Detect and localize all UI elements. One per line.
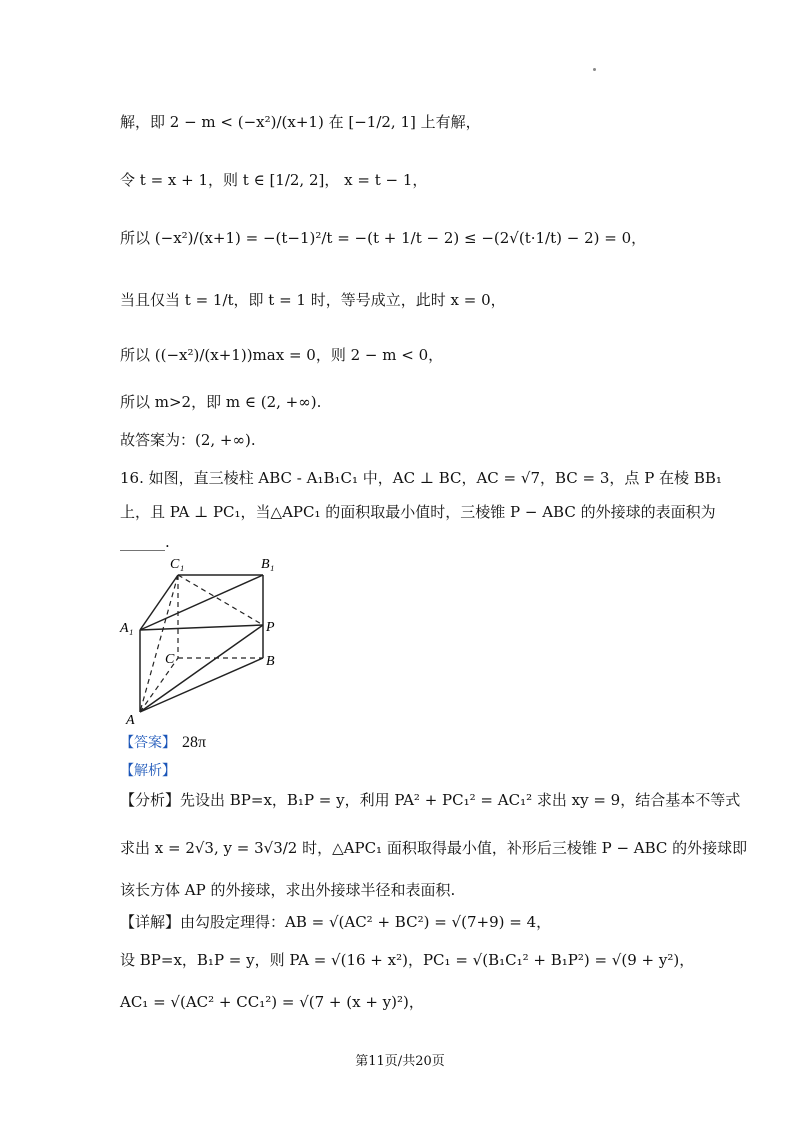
- text-line-5: 所以 ((−x²)/(x+1))max = 0，则 2 − m < 0，: [120, 346, 444, 364]
- answer-tag: 【答案】: [120, 735, 176, 751]
- text-line-2: 令 t = x + 1，则 t ∈ [1/2, 2]， x = t − 1，: [120, 171, 428, 189]
- label-b: B: [266, 654, 275, 669]
- text-line-1: 解，即 2 − m < (−x²)/(x+1) 在 [−1/2, 1] 上有解，: [120, 113, 481, 131]
- page-mark: [593, 68, 596, 71]
- text-line-4: 当且仅当 t = 1/t，即 t = 1 时，等号成立，此时 x = 0，: [120, 291, 506, 309]
- answer-value: 28π: [182, 734, 207, 751]
- problem-16-line-1: 16. 如图，直三棱柱 ABC - A₁B₁C₁ 中，AC ⊥ BC，AC = √7，BC = 3，点 P 在棱 BB₁: [120, 469, 722, 487]
- detail-text-2: 设 BP=x，B₁P = y，则 PA = √(16 + x²)，PC₁ = √(B₁C₁² + B₁P²) = √(9 + y²)，: [120, 951, 695, 969]
- label-p: P: [266, 620, 275, 635]
- label-a: A: [126, 713, 135, 728]
- label-c: C: [165, 652, 175, 667]
- text-line-6: 所以 m>2，即 m ∈ (2, +∞).: [120, 393, 322, 411]
- analysis-tag: 【解析】: [120, 763, 176, 779]
- answer-blank: ______.: [120, 533, 170, 551]
- answer-line: [120, 732, 206, 753]
- problem-16-line-2: 上，且 PA ⊥ PC₁，当△APC₁ 的面积取最小值时，三棱锥 P − ABC 的外接球的表面积为: [120, 503, 716, 521]
- label-a1: A₁: [120, 621, 134, 636]
- analysis-text-2: 求出 x = 2√3, y = 3√3/2 时，△APC₁ 面积取得最小值，补形后三棱锥 P − ABC 的外接球即: [120, 839, 748, 857]
- page-footer: 第11页/共20页: [355, 1054, 445, 1069]
- text-line-3: 所以 (−x²)/(x+1) = −(t−1)²/t = −(t + 1/t − 2) ≤ −(2√(t·1/t) − 2) = 0，: [120, 229, 647, 247]
- detail-text-1: 【详解】由勾股定理得：AB = √(AC² + BC²) = √(7+9) = 4，: [120, 913, 552, 931]
- text-line-7: 故答案为：(2, +∞).: [120, 431, 256, 449]
- detail-text-3: AC₁ = √(AC² + CC₁²) = √(7 + (x + y)²)，: [120, 993, 424, 1011]
- analysis-line: [120, 760, 176, 781]
- analysis-text-1: 【分析】先设出 BP=x，B₁P = y，利用 PA² + PC₁² = AC₁² 求出 xy = 9，结合基本不等式: [120, 791, 741, 809]
- label-c1: C₁: [170, 557, 185, 572]
- analysis-text-3: 该长方体 AP 的外接球，求出外接球半径和表面积.: [120, 881, 456, 899]
- label-b1: B₁: [261, 557, 275, 572]
- prism-figure: [118, 550, 298, 730]
